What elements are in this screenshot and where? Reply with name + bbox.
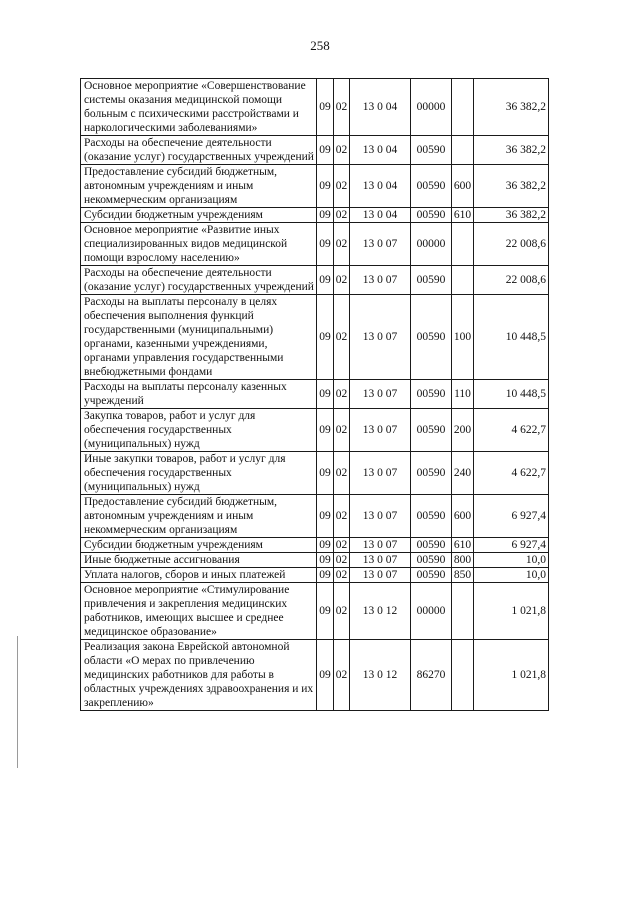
row-name: Основное мероприятие «Совершенствование системы оказания медицинской помощи больным с психическими расстройствами и наркологическими заболеваниями» xyxy=(81,79,317,136)
row-section: 09 xyxy=(317,208,334,223)
row-name: Расходы на обеспечение деятельности (оказание услуг) государственных учреждений xyxy=(81,136,317,165)
row-name: Расходы на выплаты персоналу казенных учреждений xyxy=(81,380,317,409)
row-section: 09 xyxy=(317,495,334,538)
row-amount: 6 927,4 xyxy=(474,538,549,553)
row-subsection: 02 xyxy=(334,640,350,711)
row-expense-type: 110 xyxy=(452,380,474,409)
row-target-article: 13 0 07 xyxy=(350,538,411,553)
row-section: 09 xyxy=(317,223,334,266)
row-target-article: 13 0 04 xyxy=(350,165,411,208)
row-subsection: 02 xyxy=(334,208,350,223)
table-row xyxy=(81,223,549,266)
row-name: Иные закупки товаров, работ и услуг для обеспечения государственных (муниципальных) нужд xyxy=(81,452,317,495)
row-amount: 36 382,2 xyxy=(474,136,549,165)
row-target-article: 13 0 12 xyxy=(350,583,411,640)
row-expense-type: 600 xyxy=(452,495,474,538)
row-amount: 36 382,2 xyxy=(474,79,549,136)
row-section: 09 xyxy=(317,409,334,452)
row-expense-type: 850 xyxy=(452,568,474,583)
row-target-article: 13 0 07 xyxy=(350,223,411,266)
row-amount: 4 622,7 xyxy=(474,409,549,452)
row-expense-type xyxy=(452,79,474,136)
row-direction-code: 00590 xyxy=(411,266,452,295)
row-section: 09 xyxy=(317,136,334,165)
row-subsection: 02 xyxy=(334,409,350,452)
row-name: Уплата налогов, сборов и иных платежей xyxy=(81,568,317,583)
row-name: Иные бюджетные ассигнования xyxy=(81,553,317,568)
row-direction-code: 00000 xyxy=(411,79,452,136)
row-section: 09 xyxy=(317,380,334,409)
row-target-article: 13 0 07 xyxy=(350,553,411,568)
table-row xyxy=(81,165,549,208)
table-row xyxy=(81,452,549,495)
row-direction-code: 00590 xyxy=(411,295,452,380)
row-target-article: 13 0 07 xyxy=(350,409,411,452)
row-section: 09 xyxy=(317,538,334,553)
table-row xyxy=(81,640,549,711)
row-name: Субсидии бюджетным учреждениям xyxy=(81,538,317,553)
row-target-article: 13 0 07 xyxy=(350,452,411,495)
row-section: 09 xyxy=(317,452,334,495)
table-row xyxy=(81,495,549,538)
row-direction-code: 00590 xyxy=(411,165,452,208)
row-section: 09 xyxy=(317,295,334,380)
row-name: Расходы на обеспечение деятельности (оказание услуг) государственных учреждений xyxy=(81,266,317,295)
row-amount: 4 622,7 xyxy=(474,452,549,495)
budget-table xyxy=(80,78,549,711)
row-direction-code: 00590 xyxy=(411,553,452,568)
row-direction-code: 00590 xyxy=(411,380,452,409)
table-row xyxy=(81,266,549,295)
row-target-article: 13 0 07 xyxy=(350,295,411,380)
row-name: Закупка товаров, работ и услуг для обеспечения государственных (муниципальных) нужд xyxy=(81,409,317,452)
row-amount: 22 008,6 xyxy=(474,223,549,266)
table-row xyxy=(81,583,549,640)
row-section: 09 xyxy=(317,583,334,640)
row-section: 09 xyxy=(317,553,334,568)
row-name: Реализация закона Еврейской автономной области «О мерах по привлечению медицинских работников для работы в областных учреждениях здравоохранения и их закреплению» xyxy=(81,640,317,711)
page-number: 258 xyxy=(310,38,330,53)
table-row xyxy=(81,295,549,380)
row-name: Основное мероприятие «Стимулирование привлечения и закрепления медицинских работников, имеющих высшее и среднее медицинское образование» xyxy=(81,583,317,640)
row-name: Предоставление субсидий бюджетным, автономным учреждениям и иным некоммерческим организациям xyxy=(81,165,317,208)
row-direction-code: 00590 xyxy=(411,538,452,553)
row-subsection: 02 xyxy=(334,295,350,380)
row-direction-code: 00590 xyxy=(411,136,452,165)
row-direction-code: 00590 xyxy=(411,208,452,223)
row-amount: 10,0 xyxy=(474,553,549,568)
row-amount: 22 008,6 xyxy=(474,266,549,295)
row-expense-type: 600 xyxy=(452,165,474,208)
row-target-article: 13 0 07 xyxy=(350,568,411,583)
row-direction-code: 00000 xyxy=(411,583,452,640)
row-target-article: 13 0 04 xyxy=(350,208,411,223)
row-amount: 6 927,4 xyxy=(474,495,549,538)
budget-table-body xyxy=(81,79,549,711)
row-amount: 1 021,8 xyxy=(474,640,549,711)
row-target-article: 13 0 07 xyxy=(350,380,411,409)
row-expense-type: 100 xyxy=(452,295,474,380)
row-expense-type: 610 xyxy=(452,208,474,223)
row-name: Основное мероприятие «Развитие иных специализированных видов медицинской помощи взрослому населению» xyxy=(81,223,317,266)
scan-margin-line xyxy=(17,636,18,768)
row-direction-code: 86270 xyxy=(411,640,452,711)
row-expense-type: 800 xyxy=(452,553,474,568)
table-row xyxy=(81,380,549,409)
row-target-article: 13 0 04 xyxy=(350,79,411,136)
table-row xyxy=(81,79,549,136)
row-amount: 10 448,5 xyxy=(474,295,549,380)
table-row xyxy=(81,409,549,452)
row-expense-type xyxy=(452,223,474,266)
table-row xyxy=(81,568,549,583)
row-subsection: 02 xyxy=(334,452,350,495)
row-subsection: 02 xyxy=(334,266,350,295)
table-row xyxy=(81,553,549,568)
row-amount: 1 021,8 xyxy=(474,583,549,640)
row-target-article: 13 0 07 xyxy=(350,266,411,295)
row-name: Субсидии бюджетным учреждениям xyxy=(81,208,317,223)
row-amount: 10,0 xyxy=(474,568,549,583)
row-target-article: 13 0 12 xyxy=(350,640,411,711)
row-name: Расходы на выплаты персоналу в целях обеспечения выполнения функций государственными (муниципальными) органами, казенными учреждениями, органами управления государственными внебюджетными фондами xyxy=(81,295,317,380)
row-subsection: 02 xyxy=(334,568,350,583)
row-name: Предоставление субсидий бюджетным, автономным учреждениям и иным некоммерческим организациям xyxy=(81,495,317,538)
row-expense-type xyxy=(452,583,474,640)
row-direction-code: 00590 xyxy=(411,452,452,495)
table-row xyxy=(81,136,549,165)
row-subsection: 02 xyxy=(334,380,350,409)
row-subsection: 02 xyxy=(334,79,350,136)
row-direction-code: 00590 xyxy=(411,409,452,452)
row-section: 09 xyxy=(317,266,334,295)
row-target-article: 13 0 04 xyxy=(350,136,411,165)
row-section: 09 xyxy=(317,640,334,711)
row-direction-code: 00590 xyxy=(411,568,452,583)
row-section: 09 xyxy=(317,165,334,208)
row-subsection: 02 xyxy=(334,553,350,568)
row-expense-type: 240 xyxy=(452,452,474,495)
row-expense-type: 200 xyxy=(452,409,474,452)
row-direction-code: 00000 xyxy=(411,223,452,266)
row-amount: 36 382,2 xyxy=(474,165,549,208)
row-target-article: 13 0 07 xyxy=(350,495,411,538)
row-expense-type xyxy=(452,266,474,295)
row-section: 09 xyxy=(317,568,334,583)
row-section: 09 xyxy=(317,79,334,136)
row-expense-type xyxy=(452,136,474,165)
row-subsection: 02 xyxy=(334,136,350,165)
row-amount: 10 448,5 xyxy=(474,380,549,409)
row-subsection: 02 xyxy=(334,495,350,538)
row-expense-type: 610 xyxy=(452,538,474,553)
row-amount: 36 382,2 xyxy=(474,208,549,223)
table-row xyxy=(81,538,549,553)
row-subsection: 02 xyxy=(334,583,350,640)
row-expense-type xyxy=(452,640,474,711)
row-direction-code: 00590 xyxy=(411,495,452,538)
row-subsection: 02 xyxy=(334,538,350,553)
table-row xyxy=(81,208,549,223)
row-subsection: 02 xyxy=(334,223,350,266)
row-subsection: 02 xyxy=(334,165,350,208)
